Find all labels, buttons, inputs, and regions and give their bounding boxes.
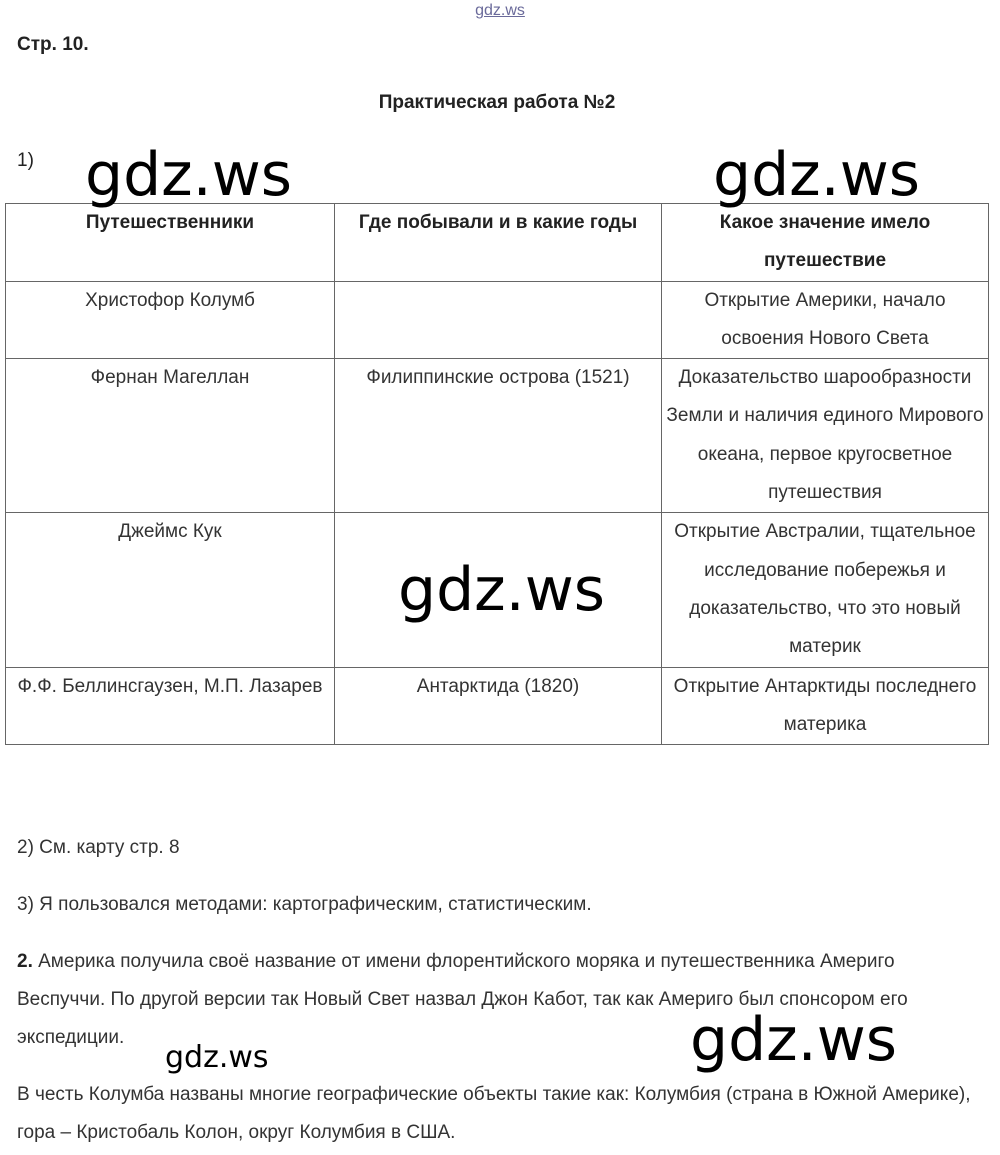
table-cell [335,281,662,359]
table-row [6,667,989,745]
task-2-paragraph-2: В честь Колумба названы многие географические объекты такие как: Колумбия (страна в Южной Америке), гора – Кристобаль Колон, округ Колумбия в США. [17,1084,971,1143]
document-title: Практическая работа №2 [378,92,616,113]
table-cell: Открытие Антарктиды последнего материка [662,667,989,745]
header-significance: Какое значение имело путешествие [662,204,989,282]
table-cell: Доказательство шарообразности Земли и наличия единого Мирового океана, первое кругосветное путешествия [662,359,989,513]
watermark-logo: gdz.ws [85,140,293,210]
top-watermark-link[interactable]: gdz.ws [475,2,525,19]
table-cell: Антарктида (1820) [335,667,662,745]
task-2-text: Америка получила своё название от имени флорентийского моряка и путешественника Америго Веспуччи. По другой версии так Новый Свет назвал Джон Кабот, так как Америго был спонсором его экспедиции. [17,951,908,1048]
header-places-years: Где побывали и в какие годы [335,204,662,282]
watermark-logo: gdz.ws [690,1005,898,1075]
table-cell: Открытие Америки, начало освоения Нового Света [662,281,989,359]
table-header-row [6,204,989,282]
travelers-table [5,203,989,745]
table-cell: Фернан Магеллан [6,359,335,513]
item-2-text: 2) См. карту стр. 8 [17,837,180,858]
watermark-logo: gdz.ws [165,1040,269,1075]
item-3-text: 3) Я пользовался методами: картографическим, статистическим. [17,894,592,915]
header-travelers: Путешественники [6,204,335,282]
watermark-logo: gdz.ws [398,555,606,625]
table-row [6,359,989,513]
table-cell: Филиппинские острова (1521) [335,359,662,513]
task-2-number: 2. [17,951,33,972]
table-cell: Открытие Австралии, тщательное исследование побережья и доказательство, что это новый материк [662,513,989,667]
table-row [6,281,989,359]
table-cell: Джеймс Кук [6,513,335,667]
item-1-number: 1) [17,150,34,171]
table-cell: Ф.Ф. Беллинсгаузен, М.П. Лазарев [6,667,335,745]
page-reference: Стр. 10. [17,34,89,55]
watermark-logo: gdz.ws [713,140,921,210]
table-cell: Христофор Колумб [6,281,335,359]
